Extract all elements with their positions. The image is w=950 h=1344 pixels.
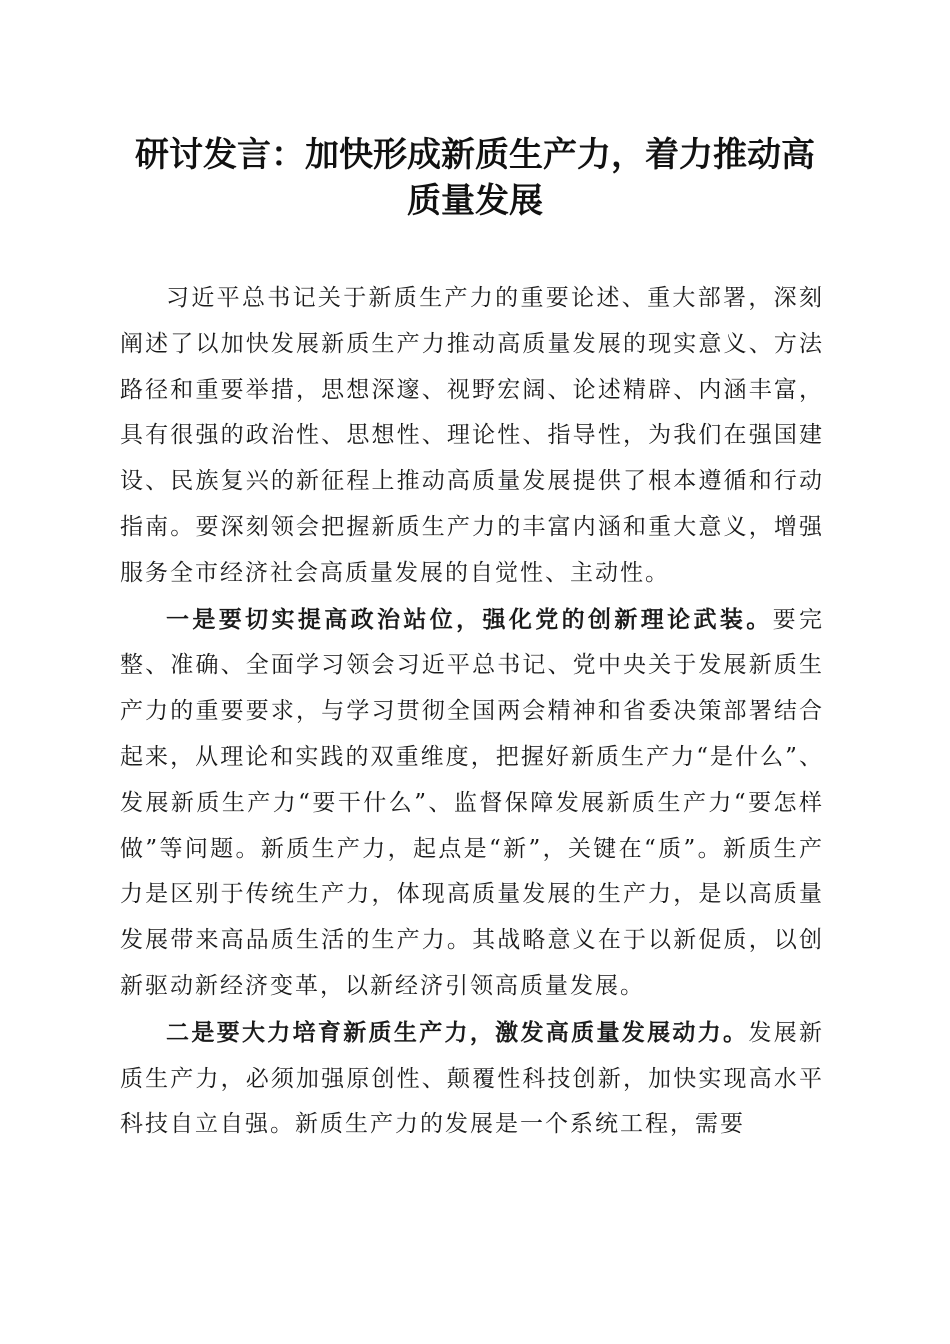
paragraph-point-one-text: 要完整、准确、全面学习领会习近平总书记、党中央关于发展新质生产力的重要要求，与学习贯彻全国两会精神和省委决策部署结合起来，从理论和实践的双重维度，把握好新质生产力“是什么”、发展新质生产力“要干什么”、监督保障发展新质生产力“要怎样做”等问题。新质生产力，起点是“新”，关键在“质”。新质生产力是区别于传统生产力，体现高质量发展的生产力，是以高质量发展带来高品质生活的生产力。其战略意义在于以新促质，以创新驱动新经济变革，以新经济引领高质量发展。 (120, 606, 824, 999)
title-line-1: 研讨发言：加快形成新质生产力，着力推动高 (135, 135, 815, 175)
document-title (100, 132, 850, 224)
paragraph-point-two (120, 1010, 824, 1148)
paragraph-point-one (120, 597, 824, 1010)
paragraph-point-two-lead: 二是要大力培育新质生产力，激发高质量发展动力。 (166, 1018, 749, 1046)
paragraph-point-one-lead: 一是要切实提高政治站位，强化党的创新理论武装。 (166, 605, 773, 633)
title-line-2: 质量发展 (407, 181, 543, 221)
document-body (120, 276, 824, 1148)
paragraph-point-two-text: 发展新质生产力，必须加强原创性、颠覆性科技创新，加快实现高水平科技自立自强。新质生产力的发展是一个系统工程，需要 (120, 1019, 825, 1138)
paragraph-intro-text: 习近平总书记关于新质生产力的重要论述、重大部署，深刻阐述了以加快发展新质生产力推动高质量发展的现实意义、方法路径和重要举措，思想深邃、视野宏阔、论述精辟、内涵丰富，具有很强的政治性、思想性、理论性、指导性，为我们在强国建设、民族复兴的新征程上推动高质量发展提供了根本遵循和行动指南。要深刻领会把握新质生产力的丰富内涵和重大意义，增强服务全市经济社会高质量发展的自觉性、主动性。 (120, 285, 824, 586)
paragraph-intro (120, 276, 824, 597)
